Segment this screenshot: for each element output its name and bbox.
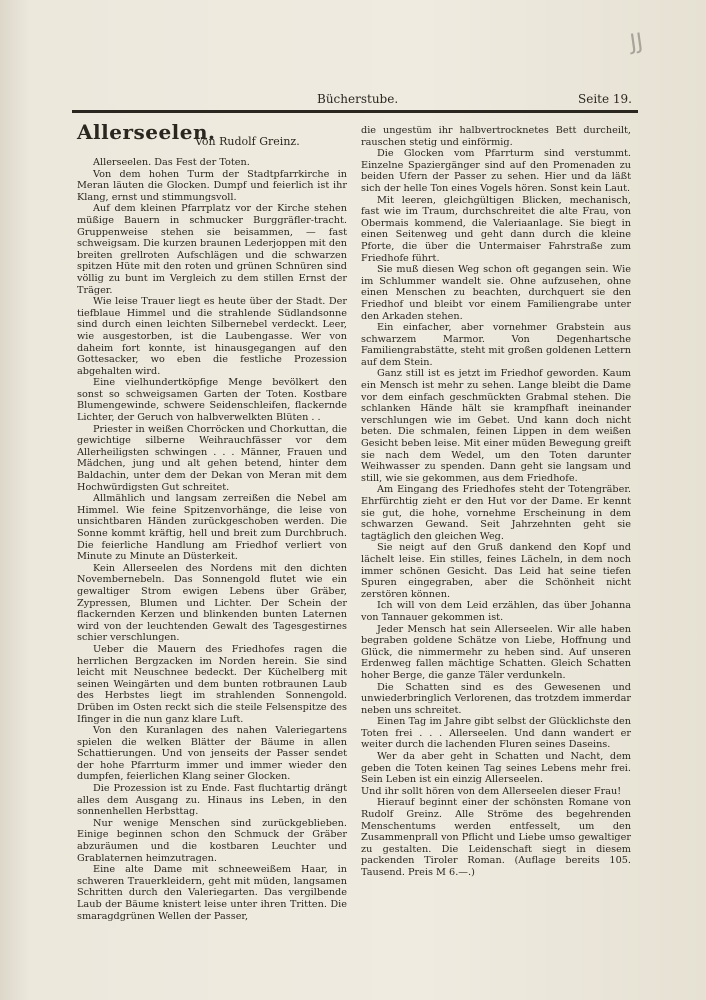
paragraph: Nur wenige Menschen sind zurückgeblieben. Einige beginnen schon den Schmuck der Gräber abzuräumen und die kostbaren Leuchter und Grablaternen heimzutragen. [77, 817, 347, 864]
paragraph: Am Eingang des Friedhofes steht der Totengräber. Ehrfürchtig zieht er den Hut vor der Dame. Er kennt sie gut, die hohe, vornehme Erscheinung in dem schwarzen Gewand. Seit Jahrzehnten geht sie tagtäglich den gleichen Weg. [361, 484, 631, 542]
page-number: Seite 19. [578, 92, 632, 106]
paragraph: Allmählich und langsam zerreißen die Nebel am Himmel. Wie feine Spitzenvorhänge, die leise von unsichtbaren Händen zurückgeschoben werden. Die Sonne kommt kräftig, hell und breit zum Durchbruch. Die feierliche Handlung am Friedhof verliert von Minute zu Minute an Düsterkeit. [77, 493, 347, 563]
paragraph: Wer da aber geht in Schatten und Nacht, dem geben die Toten keinen Tag seines Lebens mehr frei. Sein Leben ist ein einzig Allerseelen. [361, 751, 631, 786]
paragraph: Die Glocken vom Pfarrturm sind verstummt. Einzelne Spaziergänger sind auf den Promenaden zu beiden Ufern der Passer zu sehen. Hier und da läßt sich der helle Ton eines Vogels hören. Sonst kein Laut. [361, 148, 631, 194]
paragraph: Ueber die Mauern des Friedhofes ragen die herrlichen Bergzacken im Norden herein. Sie sind leicht mit Neuschnee bedeckt. Der Küchelberg mit seinen Weingärten und dem bunten rotbraunen Laub des Herbstes liegt im strahlenden Sonnengold. Drüben im Osten reckt sich die steile Felsenspitze des Ifinger in die nun ganz klare Luft. [77, 643, 347, 725]
paragraph: Sie neigt auf den Gruß dankend den Kopf und lächelt leise. Ein stilles, feines Lächeln, in dem noch immer schönen Gesicht. Das Leid hat seine tiefen Spuren eingegraben, aber die Schönheit nicht zerstören können. [361, 542, 631, 600]
article-title: Allerseelen. [77, 120, 216, 144]
paragraph: Hierauf beginnt einer der schönsten Romane von Rudolf Greinz. Alle Ströme des begehrenden Menschentums werden entfesselt, um den Zusammenprall von Pflicht und Liebe umso gewaltiger zu gestalten. Die Leidenschaft siegt in diesem packenden Tiroler Roman. (Auflage bereits 105. Tausend. Preis M 6.—.) [361, 797, 631, 878]
paragraph: Die Prozession ist zu Ende. Fast fluchtartig drängt alles dem Ausgang zu. Hinaus ins Leben, in den sonnenhellen Herbsttag. [77, 783, 347, 818]
paragraph: Eine alte Dame mit schneeweißem Haar, in schweren Trauerkleidern, geht mit müden, langsamen Schritten durch den Valeriegarten. Das vergilbende Laub der Bäume knistert leise unter ihren Tritten. Die smaragdgrünen Wellen der Passer, [77, 864, 347, 922]
running-header [72, 88, 638, 110]
paragraph: Kein Allerseelen des Nordens mit den dichten Novembernebeln. Das Sonnengold flutet wie ein gewaltiger Strom ewigen Lebens über Gräber, Zypressen, Blumen und Lichter. Der Schein der flackernden Kerzen und blinkenden bunten Laternen wird von der leuchtenden Gewalt des Tagesgestirnes schier verschlungen. [77, 562, 347, 644]
paragraph: Eine vielhundertköpfige Menge bevölkert den sonst so schweigsamen Garten der Toten. Kostbare Blumengewinde, schwere Seidenschleifen, flackernde Lichter, der Geruch von halbverwelkten Blüten . . [77, 377, 347, 424]
paragraph: Und ihr sollt hören von dem Allerseelen dieser Frau! [361, 785, 622, 797]
paragraph: Auf dem kleinen Pfarrplatz vor der Kirche stehen müßige Bauern in schmucker Burggräfler-tracht. Gruppenweise stehen sie beisammen, — fast schweigsam. Die kurzen braunen Lederjoppen mit den breiten grellroten Aufschlägen und die schwarzen spitzen Hüte mit den roten und grünen Schnüren sind völlig zu bunt im Vergleich zu dem stillen Ernst der Träger. [77, 203, 347, 296]
left-column [77, 120, 347, 922]
paragraph: Ich will von dem Leid erzählen, das über Johanna von Tannauer gekommen ist. [361, 600, 631, 623]
paragraph: Von dem hohen Turm der Stadtpfarrkirche in Meran läuten die Glocken. Dumpf und feierlich ist ihr Klang, ernst und stimmungsvoll. [77, 168, 347, 203]
paragraph: Sie muß diesen Weg schon oft gegangen sein. Wie im Schlummer wandelt sie. Ohne aufzusehen, ohne einen Menschen zu beachten, durchquert sie den Friedhof und bleibt vor einem Familiengrabe unter den Arkaden stehen. [361, 264, 631, 322]
paragraph: Wie leise Trauer liegt es heute über der Stadt. Der tiefblaue Himmel und die strahlende Südlandsonne sind durch einen leichten Silbernebel verdeckt. Leer, wie ausgestorben, ist die Laubengasse. Wer von daheim fort konnte, ist hinausgegangen auf den Gottesacker, wo eben die festliche Prozession abgehalten wird. [77, 296, 347, 377]
paragraph: Ganz still ist es jetzt im Friedhof geworden. Kaum ein Mensch ist mehr zu sehen. Lange bleibt die Dame vor dem einfach geschmückten Grabmal stehen. Die schlanken Hände hält sie krampfhaft ineinander verschlungen wie im Gebet. Und kann doch nicht beten. Die schmalen, feinen Lippen in dem weißen Gesicht beben leise. Mit einer müden Bewegung greift sie nach dem Wedel, um den Toten darunter Weihwasser zu spenden. Dann geht sie langsam und still, wie sie gekommen, aus dem Friedhofe. [361, 368, 631, 484]
paragraph: Die Schatten sind es des Gewesenen und unwiederbringlich Verlorenen, das trotzdem immerdar neben uns schreitet. [361, 681, 631, 716]
title-row [77, 120, 347, 151]
handwritten-mark: JJ [628, 29, 645, 56]
paragraph: Ein einfacher, aber vornehmer Grabstein aus schwarzem Marmor. Von Degenhartsche Familiengrabstätte, steht mit großen goldenen Lettern auf dem Stein. [361, 322, 631, 368]
paragraph: Mit leeren, gleichgültigen Blicken, mechanisch, fast wie im Traum, durchschreitet die alte Frau, von Obermais kommend, die Valeriaanlage. Sie biegt in einen Seitenweg und geht dann durch die kleine Pforte, die über die Untermaiser Fahrstraße zum Friedhofe führt. [361, 194, 631, 264]
paragraph: die ungestüm ihr halbvertrocknetes Bett durcheilt, rauschen stetig und einförmig. [361, 125, 631, 148]
magazine-name: Bücherstube. [317, 92, 399, 106]
paragraph: Allerseelen. Das Fest der Toten. [93, 157, 250, 168]
paragraph: Einen Tag im Jahre gibt selbst der Glücklichste den Toten frei . . . Allerseelen. Und dann wandert er weiter durch die lachenden Fluren seines Daseins. [361, 716, 631, 751]
header-rule [72, 110, 638, 113]
article-byline: Von Rudolf Greinz. [195, 135, 300, 148]
paragraph: Jeder Mensch hat sein Allerseelen. Wir alle haben begraben goldene Schätze von Liebe, Hoffnung und Glück, die nimmermehr zu heben sind. Auf unseren Erdenweg fallen mächtige Schatten. Gleich Schatten hoher Berge, die ganze Täler verdunkeln. [361, 623, 631, 681]
paragraph: Von den Kuranlagen des nahen Valeriegartens spielen die welken Blätter der Bäume in allen Schattierungen. Und von jenseits der Passer sendet der hohe Pfarrturm immer und immer wieder den dumpfen, feierlichen Klang seiner Glocken. [77, 725, 347, 783]
paragraph: Priester in weißen Chorröcken und Chorkuttan, die gewichtige silberne Weihrauchfässer vor dem Allerheiligsten schwingen . . . Männer, Frauen und Mädchen, jung und alt gehen betend, hinter dem Baldachin, unter dem der Dekan von Meran mit dem Hochwürdigsten Gut schreitet. [77, 423, 347, 493]
right-column [361, 125, 631, 879]
